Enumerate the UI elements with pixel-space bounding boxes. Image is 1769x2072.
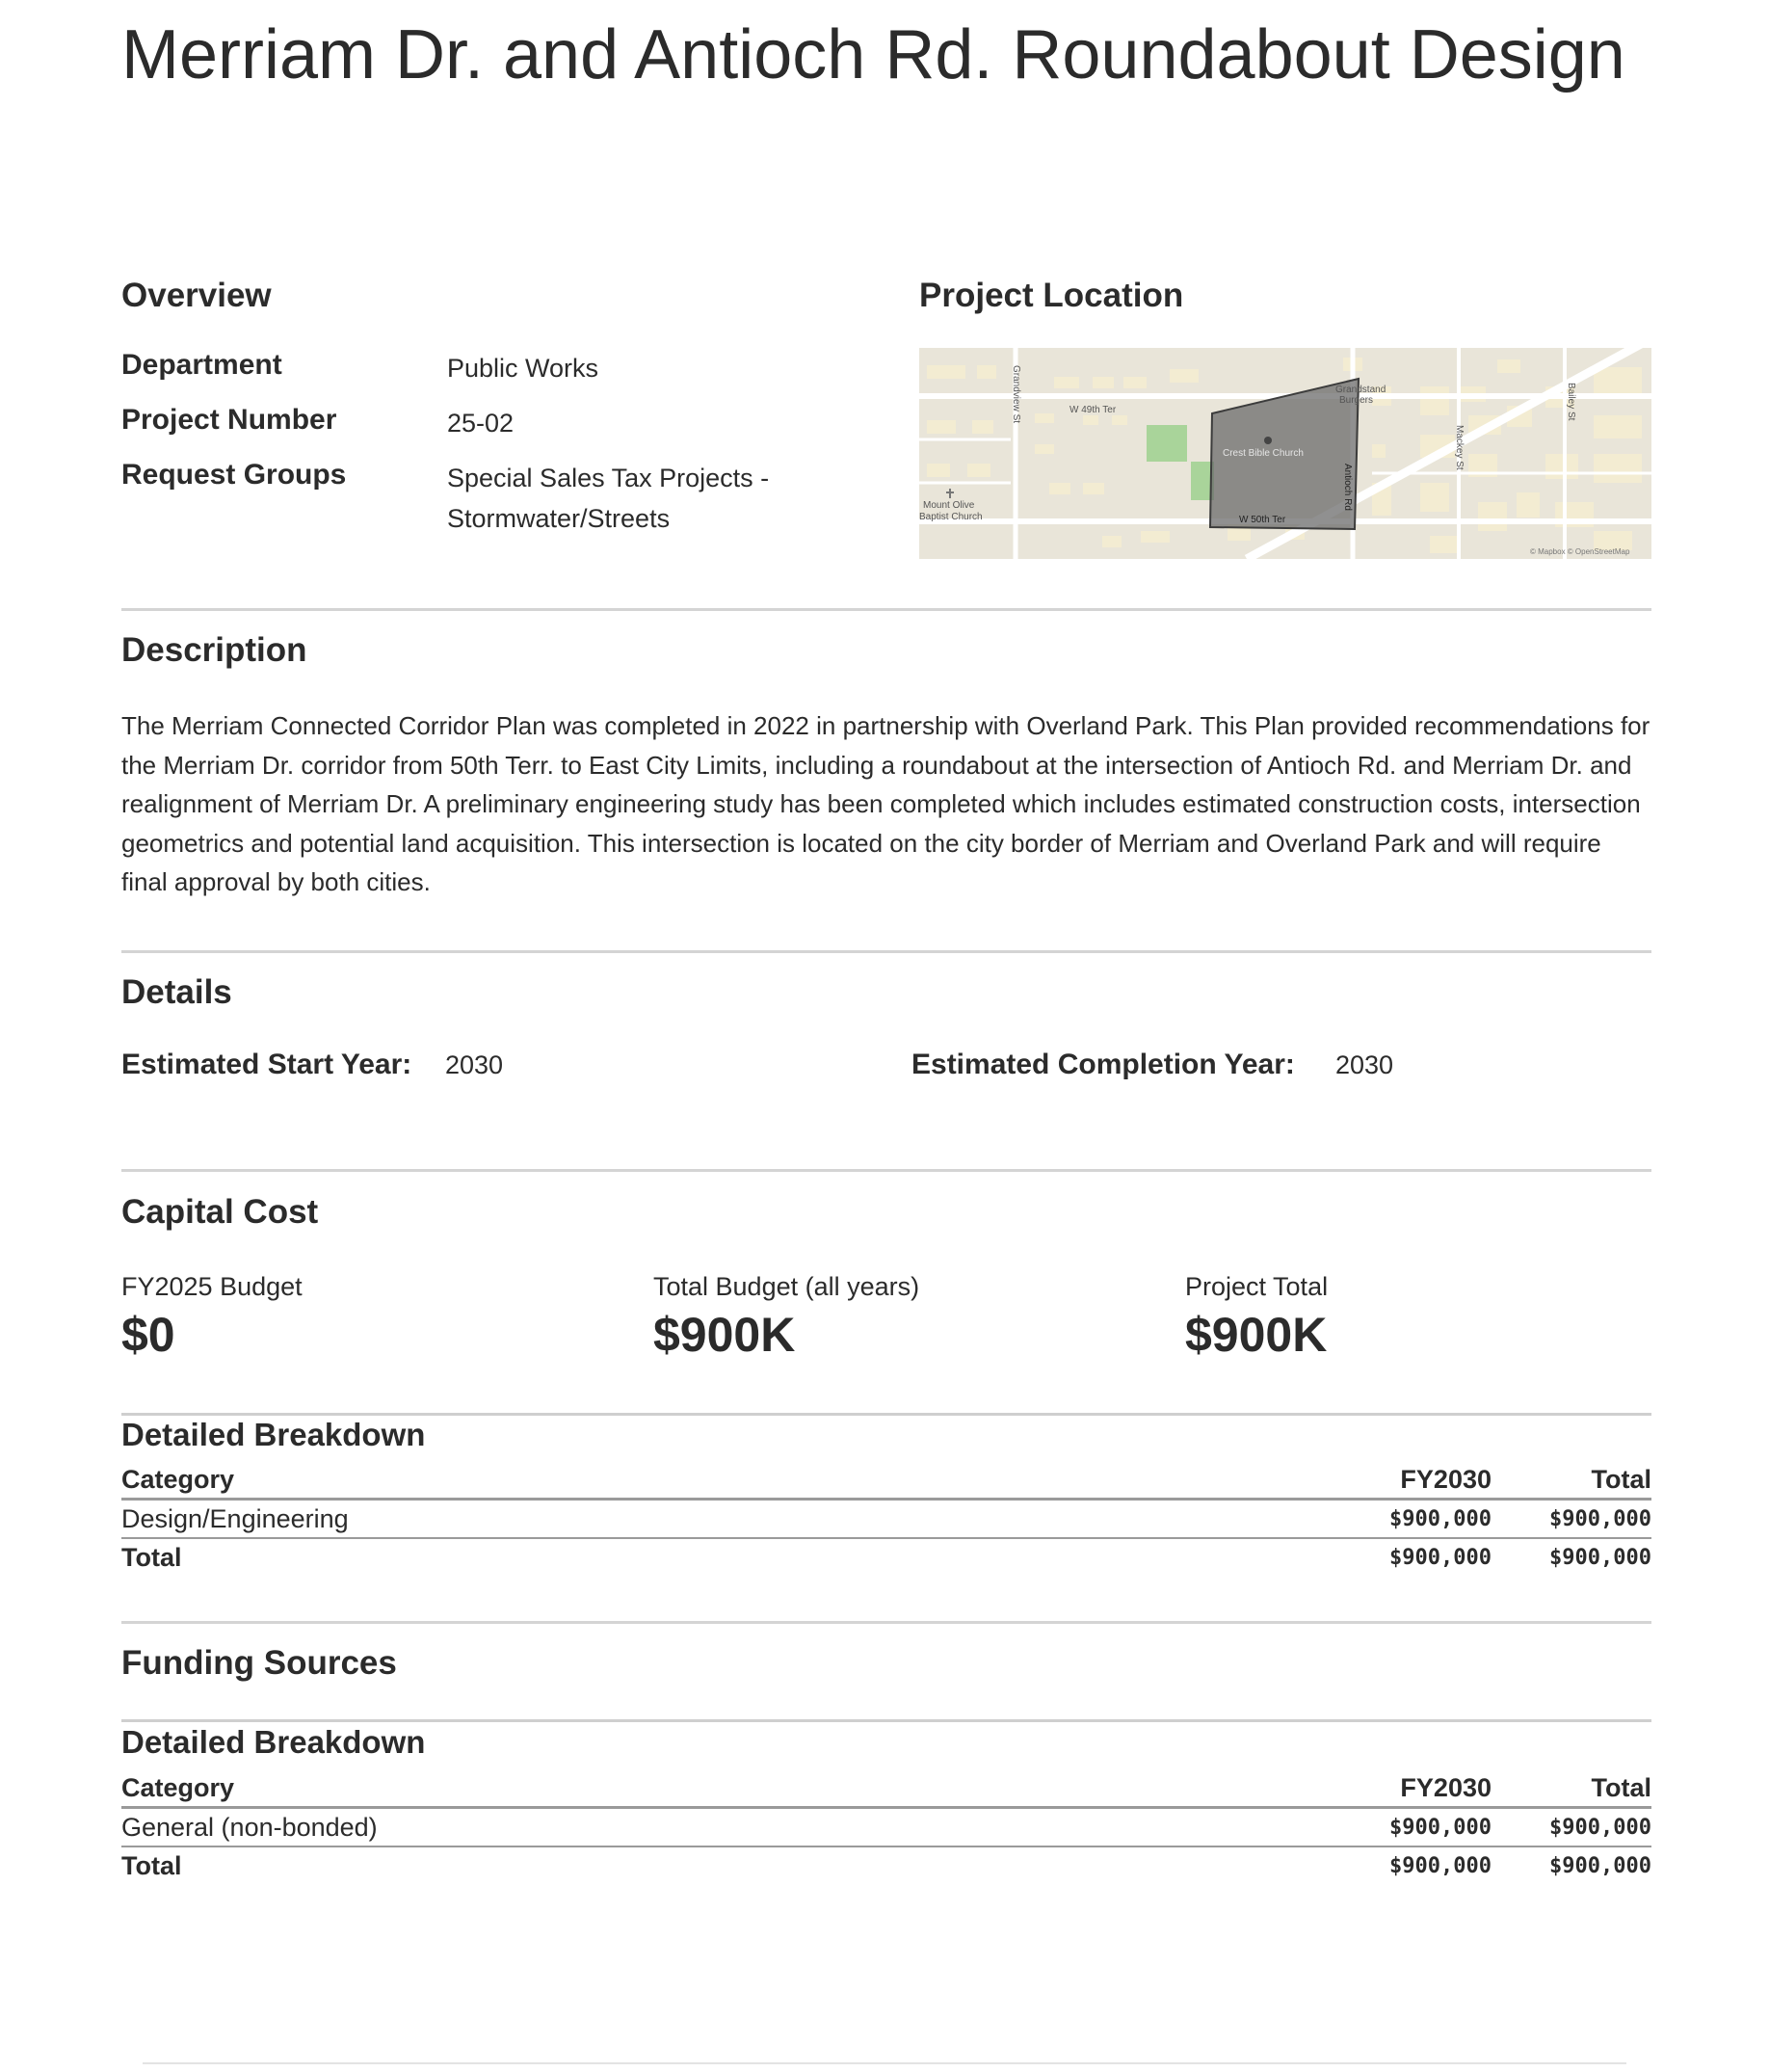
fy2025-budget-label: FY2025 Budget xyxy=(121,1272,303,1301)
column-header-category: Category xyxy=(121,1461,1330,1500)
row-fy2030: $900,000 xyxy=(1330,1500,1492,1539)
table-header-row xyxy=(121,1769,1651,1808)
total-row-label: Total xyxy=(121,1850,182,1880)
start-year-value: 2030 xyxy=(445,1050,504,1079)
start-year-label: Estimated Start Year: xyxy=(121,1049,412,1080)
request-groups-label: Request Groups xyxy=(121,459,347,491)
total-row-total: $900,000 xyxy=(1549,1853,1651,1878)
divider xyxy=(121,1169,1651,1172)
column-header-total: Total xyxy=(1492,1461,1651,1500)
capital-cost-heading: Capital Cost xyxy=(121,1193,319,1231)
project-number-value: 25-02 xyxy=(447,409,515,438)
funding-sources-heading: Funding Sources xyxy=(121,1644,397,1682)
project-total-value: $900K xyxy=(1185,1308,1328,1362)
request-groups-value-line2: Stormwater/Streets xyxy=(447,504,671,533)
map-label-antioch: Antioch Rd xyxy=(1342,464,1353,511)
project-total-label: Project Total xyxy=(1185,1272,1329,1301)
fy2025-budget-value: $0 xyxy=(121,1308,175,1362)
column-header-fy2030: FY2030 xyxy=(1330,1769,1492,1808)
department-value: Public Works xyxy=(447,354,599,383)
map-graphic xyxy=(919,348,1651,559)
column-header-total: Total xyxy=(1492,1769,1651,1808)
divider xyxy=(121,1719,1651,1722)
footer-divider xyxy=(143,2062,1626,2064)
row-category: General (non-bonded) xyxy=(121,1808,1330,1847)
capital-breakdown-table xyxy=(121,1461,1651,1576)
map-label-crest: Crest Bible Church xyxy=(1223,448,1304,459)
capital-breakdown-title: Detailed Breakdown xyxy=(121,1417,426,1452)
row-fy2030: $900,000 xyxy=(1330,1808,1492,1847)
request-groups-value-line1: Special Sales Tax Projects - xyxy=(447,464,770,492)
divider xyxy=(121,608,1651,611)
row-total: $900,000 xyxy=(1492,1808,1651,1847)
map-attribution: © Mapbox © OpenStreetMap xyxy=(1530,547,1630,556)
total-row-fy2030: $900,000 xyxy=(1389,1853,1492,1878)
total-row-label: Total xyxy=(121,1542,182,1572)
overview-heading: Overview xyxy=(121,277,272,314)
project-location-map[interactable] xyxy=(919,348,1651,559)
table-total-row xyxy=(121,1538,1651,1576)
map-label-grandstand-1: Grandstand xyxy=(1335,385,1386,395)
map-label-w49: W 49th Ter xyxy=(1069,405,1117,415)
project-number-label: Project Number xyxy=(121,404,337,436)
completion-year-value: 2030 xyxy=(1335,1050,1394,1079)
map-label-grandstand-2: Burgers xyxy=(1339,395,1374,406)
divider xyxy=(121,950,1651,953)
column-header-fy2030: FY2030 xyxy=(1330,1461,1492,1500)
table-header-row xyxy=(121,1461,1651,1500)
row-category: Design/Engineering xyxy=(121,1500,1330,1539)
department-label: Department xyxy=(121,349,282,381)
total-row-total: $900,000 xyxy=(1549,1545,1651,1570)
page-title: Merriam Dr. and Antioch Rd. Roundabout Design xyxy=(121,16,1625,93)
map-label-bailey: Bailey St xyxy=(1566,383,1576,421)
table-total-row xyxy=(121,1846,1651,1884)
details-heading: Details xyxy=(121,973,232,1011)
project-location-heading: Project Location xyxy=(919,277,1184,314)
total-budget-value: $900K xyxy=(653,1308,796,1362)
funding-breakdown-table xyxy=(121,1769,1651,1884)
description-text: The Merriam Connected Corridor Plan was completed in 2022 in partnership with Overland Park. This Plan provided recommendations for the Merriam Dr. corridor from 50th Terr. to East City Limits, including a roundabout at the intersection of Antioch Rd. and Merriam Dr. and realignment of Merriam Dr. A preliminary engineering study has been completed which includes estimated construction costs, intersection geometrics and potential land acquisition. This intersection is located on the city border of Merriam and Overland Park and will require final approval by both cities. xyxy=(121,711,1650,896)
row-total: $900,000 xyxy=(1492,1500,1651,1539)
table-row xyxy=(121,1500,1651,1539)
map-label-w50: W 50th Ter xyxy=(1239,515,1286,525)
total-row-fy2030: $900,000 xyxy=(1389,1545,1492,1570)
description-heading: Description xyxy=(121,631,307,669)
total-budget-label: Total Budget (all years) xyxy=(653,1272,920,1301)
divider xyxy=(121,1413,1651,1416)
table-row xyxy=(121,1808,1651,1847)
map-label-mtolive-2: Baptist Church xyxy=(919,512,983,522)
map-label-mackey: Mackey St xyxy=(1454,425,1465,470)
map-label-mtolive-1: Mount Olive xyxy=(923,500,975,511)
map-label-grandview: Grandview St xyxy=(1011,365,1021,424)
column-header-category: Category xyxy=(121,1769,1330,1808)
divider xyxy=(121,1621,1651,1624)
funding-breakdown-title: Detailed Breakdown xyxy=(121,1724,426,1760)
completion-year-label: Estimated Completion Year: xyxy=(911,1049,1295,1080)
